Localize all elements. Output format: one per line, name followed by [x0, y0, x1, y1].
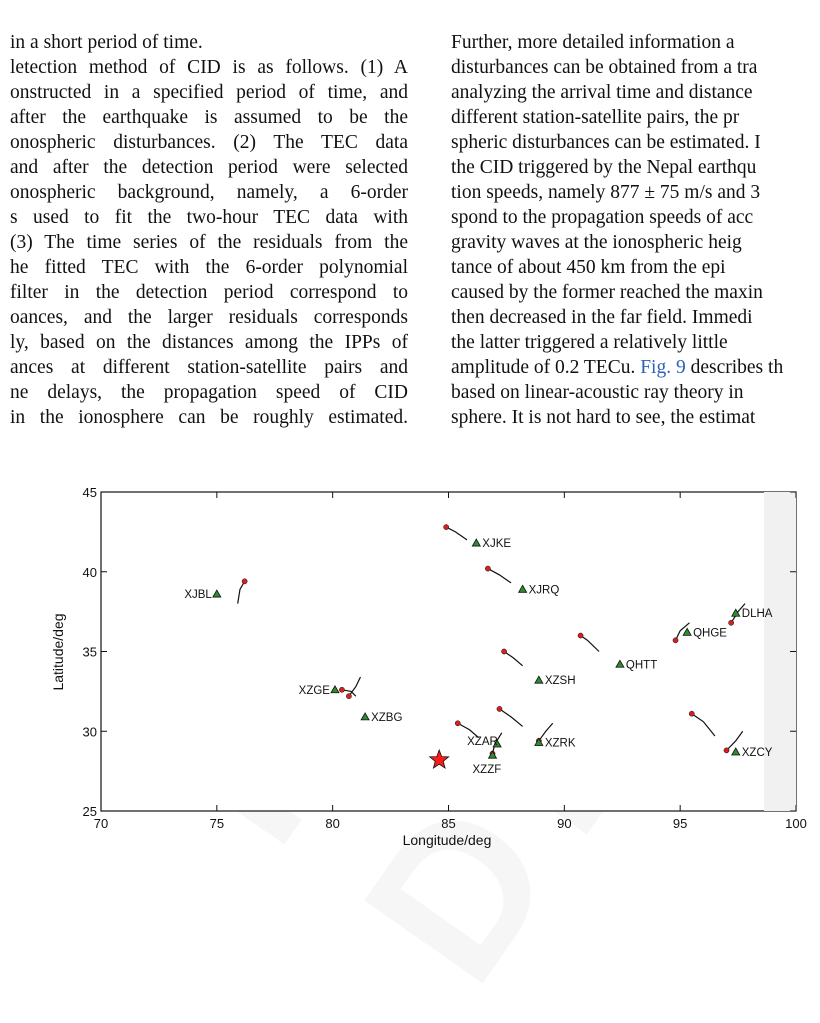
- right-text-column: [451, 30, 820, 440]
- text-line: disturbances can be obtained from a tra: [451, 57, 758, 78]
- left-text-column: [0, 30, 410, 440]
- ipp-start-point: [729, 620, 734, 625]
- text-line: sphere. It is not hard to see, the estimat: [451, 407, 756, 428]
- text-line: the CID triggered by the Nepal earthqu: [451, 157, 757, 178]
- ipp-track-map-figure: [0, 470, 820, 870]
- text-line: and after the detection period were selected: [10, 157, 408, 178]
- y-tick-label: 30: [82, 724, 97, 740]
- y-tick-label: 35: [82, 644, 97, 660]
- ipp-start-point: [689, 711, 694, 716]
- text-line: he fitted TEC with the 6-order polynomial: [10, 257, 408, 278]
- x-tick-label: 85: [441, 816, 456, 831]
- ipp-start-point: [724, 748, 729, 753]
- text-line: oances, and the larger residuals corresponds: [10, 307, 408, 328]
- text-line: ne delays, the propagation speed of CID: [10, 382, 408, 403]
- plot-area: [101, 492, 796, 811]
- text-line: letection method of CID is as follows. (1) A: [10, 57, 408, 78]
- x-tick-label: 100: [785, 816, 807, 831]
- x-axis-label: Longitude/deg: [402, 832, 492, 848]
- station-label: QHGE: [693, 627, 727, 640]
- station-label: XJKE: [482, 538, 512, 551]
- ipp-start-point: [578, 633, 583, 638]
- x-tick-label: 75: [209, 816, 225, 831]
- text-line: spheric disturbances can be estimated. I: [451, 132, 761, 153]
- station-label: XZAR: [467, 736, 498, 749]
- text-line: onospheric background, namely, a 6-order: [10, 182, 408, 203]
- ipp-start-point: [444, 524, 449, 529]
- text-line: ly, based on the distances among the IPPs of: [10, 332, 408, 353]
- ipp-start-point: [673, 638, 678, 643]
- ipp-start-point: [242, 579, 247, 584]
- text-line: Further, more detailed information a: [451, 32, 735, 53]
- text-fragment: amplitude of 0.2 TECu.: [451, 357, 641, 378]
- station-label: QHTT: [625, 659, 658, 672]
- text-line: (3) The time series of the residuals from the: [10, 232, 408, 253]
- y-tick-label: 45: [82, 485, 97, 500]
- text-line: in a short period of time.: [10, 32, 203, 53]
- text-line: gravity waves at the ionospheric heig: [451, 232, 742, 253]
- text-line: analyzing the arrival time and distance: [451, 82, 753, 103]
- figure-link[interactable]: Fig. 9: [640, 357, 686, 378]
- ipp-start-point: [485, 566, 490, 571]
- x-tick-label: 70: [93, 816, 109, 831]
- ipp-start-point: [346, 694, 351, 699]
- y-axis-label: Latitude/deg: [50, 613, 66, 691]
- text-line: based on linear-acoustic ray theory in: [451, 382, 744, 403]
- text-line: filter in the detection period correspond to: [10, 282, 408, 303]
- x-tick-label: 95: [672, 816, 688, 831]
- text-line: ances at different station-satellite pairs and: [10, 357, 408, 378]
- text-line: [451, 355, 820, 380]
- station-label: XZSH: [544, 675, 576, 688]
- station-label: XZCY: [741, 746, 773, 759]
- x-tick-label: 90: [557, 816, 572, 831]
- text-line: onstructed in a specified period of time, and: [10, 82, 408, 103]
- ipp-start-point: [339, 687, 344, 692]
- text-line: different station-satellite pairs, the pr: [451, 107, 740, 128]
- text-line: caused by the former reached the maxin: [451, 282, 763, 303]
- station-label: XJBL: [184, 589, 212, 602]
- text-line: the latter triggered a relatively little: [451, 332, 728, 353]
- text-fragment: describes th: [685, 357, 784, 378]
- station-label: XZBG: [371, 711, 403, 724]
- text-line: spond to the propagation speeds of acc: [451, 207, 754, 228]
- station-label: XJRQ: [528, 584, 560, 597]
- station-label: XZGE: [298, 684, 330, 697]
- x-tick-label: 80: [325, 816, 340, 831]
- text-line: tance of about 450 km from the epi: [451, 257, 726, 278]
- text-line: after the earthquake is assumed to be the: [10, 107, 408, 128]
- station-label: DLHA: [741, 608, 773, 621]
- text-line: in the ionosphere can be roughly estimated.: [10, 407, 408, 428]
- ipp-start-point: [502, 649, 507, 654]
- y-tick-label: 25: [82, 804, 97, 819]
- station-label: XZRK: [544, 737, 576, 750]
- text-line: onospheric disturbances. (2) The TEC data: [10, 132, 408, 153]
- ipp-start-point: [497, 706, 502, 711]
- text-line: tion speeds, namely 877 ± 75 m/s and 3: [451, 182, 761, 203]
- text-line: then decreased in the far field. Immedi: [451, 307, 753, 328]
- text-line: s used to fit the two-hour TEC data with: [10, 207, 408, 228]
- y-tick-label: 40: [82, 564, 97, 580]
- ipp-start-point: [455, 721, 460, 726]
- station-label: XZZF: [472, 764, 502, 777]
